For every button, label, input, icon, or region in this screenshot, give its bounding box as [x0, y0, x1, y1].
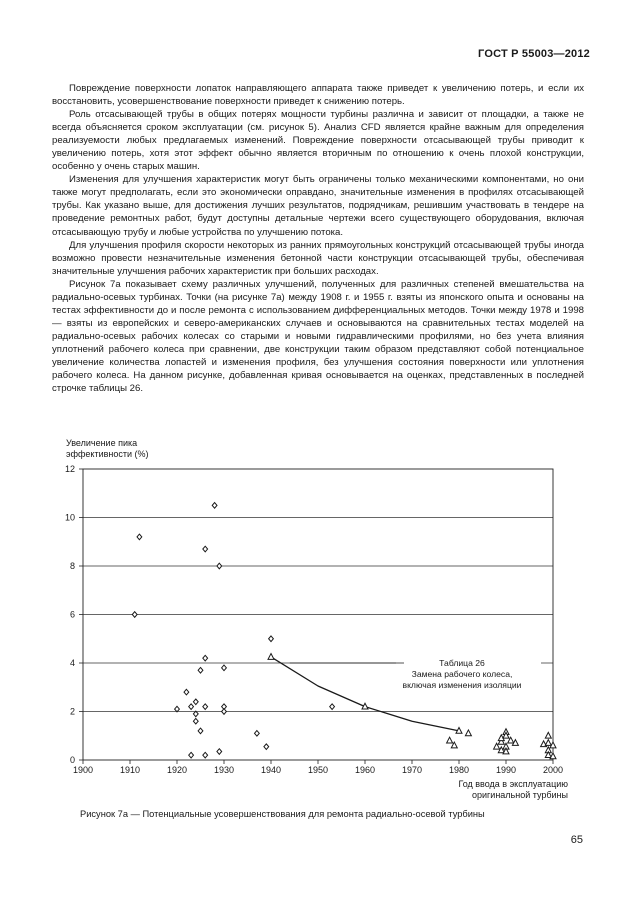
diamond-point	[330, 704, 335, 710]
diamond-point	[217, 749, 222, 755]
x-tick-label: 1990	[495, 765, 517, 775]
document-header: ГОСТ Р 55003—2012	[478, 48, 590, 60]
figure-caption: Рисунок 7а — Потенциальные усовершенствования для ремонта радиально-осевой турбины	[80, 809, 485, 819]
chart-svg	[0, 432, 630, 812]
paragraph: Повреждение поверхности лопаток направляющего аппарата также приведет к увеличению потерь, и если их восстановить, усовершенствование поверхности приведет к снижению потерь.	[52, 83, 584, 108]
y-axis-label: Увеличение пика	[66, 438, 138, 448]
diamond-point	[264, 744, 269, 750]
diamond-point	[203, 546, 208, 552]
triangle-point	[545, 740, 551, 746]
x-axis-label: оригинальной турбины	[471, 790, 568, 800]
paragraph: Изменения для улучшения характеристик могут быть ограничены только механическими компонентами, но они также могут предполагать, если это экономически оправдано, значительные изменения в профилях отсасывающей трубы. Как указано выше, для достижения лучших результатов, подрядчикам, решившим участвовать в тендере на проведение ремонтных работ, будут доступны детальные чертежи всего существующего оборудования, включая отсасывающую трубу и любые устройства по улучшению потока.	[52, 174, 584, 238]
diamond-point	[212, 503, 217, 509]
diamond-point	[198, 667, 203, 673]
diamond-point	[217, 563, 222, 569]
diamond-point	[203, 655, 208, 661]
x-tick-label: 1930	[213, 765, 235, 775]
triangle-point	[465, 730, 471, 736]
diamond-point	[132, 612, 137, 618]
y-tick-label: 8	[69, 561, 75, 571]
diamond-point	[193, 718, 198, 724]
y-tick-label: 6	[69, 609, 75, 620]
diamond-point	[175, 706, 180, 712]
triangle-point	[268, 654, 274, 660]
diamond-point	[269, 636, 274, 642]
x-tick-label: 1910	[119, 765, 141, 775]
y-tick-label: 10	[64, 512, 75, 523]
diamond-point	[137, 534, 142, 540]
body-text	[52, 82, 584, 395]
diamond-point	[193, 699, 198, 705]
diamond-point	[255, 731, 260, 737]
paragraph: Рисунок 7а показывает схему различных улучшений, полученных для различных степеней вмешательства на радиально-осевых турбинах. Точки (на рисунке 7а) между 1908 г. и 1955 г. взяты из японского опыта и основаны на тестах эффективности до и после ремонта с использованием дифференциальных методов. Точки между 1978 и 1998 — взяты из европейских и северо-американских случаев и основываются на сравнительных тестах моделей на радиально-осевых рабочих колесах со старыми и новыми гидравлическими профилями, но без учета влияния уплотнений рабочего колеса при сравнении, две конструкции таким образом представляют собой потенциальное увеличение количества лопастей и изменения профиля, без улучшения состояния поверхности или уплотнения рабочего колеса. На данном рисунке, добавленная кривая основывается на оценках, представленных в последней строчке таблицы 26.	[52, 278, 584, 395]
y-tick-label: 2	[69, 706, 75, 717]
annotation-text: включая изменения изоляции	[402, 680, 522, 690]
paragraph: Для улучшения профиля скорости некоторых из ранних прямоугольных конструкций отсасывающей трубы иногда возможно провести незначительные изменения бетонной части конструкции отсасывающей трубы, обеспечивая значительные улучшения рабочих характеристик при больших расходах.	[52, 239, 584, 277]
x-axis-label: Год ввода в эксплуатацию	[458, 779, 568, 789]
y-tick-label: 4	[69, 658, 75, 668]
diamond-point	[198, 728, 203, 734]
diamond-point	[222, 709, 227, 715]
efficiency-chart	[0, 432, 630, 812]
page-number: 65	[570, 834, 583, 846]
x-tick-label: 1900	[72, 765, 94, 775]
annotation-text: Таблица 26	[439, 658, 485, 668]
triangle-point	[447, 737, 453, 743]
x-tick-label: 1960	[354, 765, 376, 775]
y-axis-label: эффективности (%)	[66, 449, 149, 459]
x-tick-label: 1940	[260, 765, 282, 775]
diamond-point	[189, 752, 194, 758]
diamond-point	[203, 752, 208, 758]
x-tick-label: 1920	[166, 765, 188, 775]
diamond-point	[222, 665, 227, 671]
diamond-point	[184, 689, 189, 695]
triangle-point	[545, 732, 551, 738]
diamond-point	[203, 704, 208, 710]
annotation-text: Замена рабочего колеса,	[411, 669, 513, 679]
diamond-point	[193, 711, 198, 717]
x-tick-label: 1980	[448, 765, 470, 775]
y-tick-label: 0	[69, 755, 75, 765]
x-tick-label: 1950	[307, 765, 329, 775]
diamond-point	[189, 704, 194, 710]
paragraph: Роль отсасывающей трубы в общих потерях мощности турбины различна и зависит от площадки, а также не всегда объясняется сроком эксплуатации (см. рисунок 5). Анализ CFD является крайне важным для определения реализуемости любых предлагаемых изменений. Повреждение поверхности отсасывающей трубы приводит к увеличению потерь, хотя этот эффект обычно является вторичным по отношению к очень плохой конструкции, особенно у очень старых машин.	[52, 109, 584, 173]
x-tick-label: 2000	[542, 765, 564, 775]
y-tick-label: 12	[64, 464, 75, 474]
x-tick-label: 1970	[401, 765, 423, 775]
